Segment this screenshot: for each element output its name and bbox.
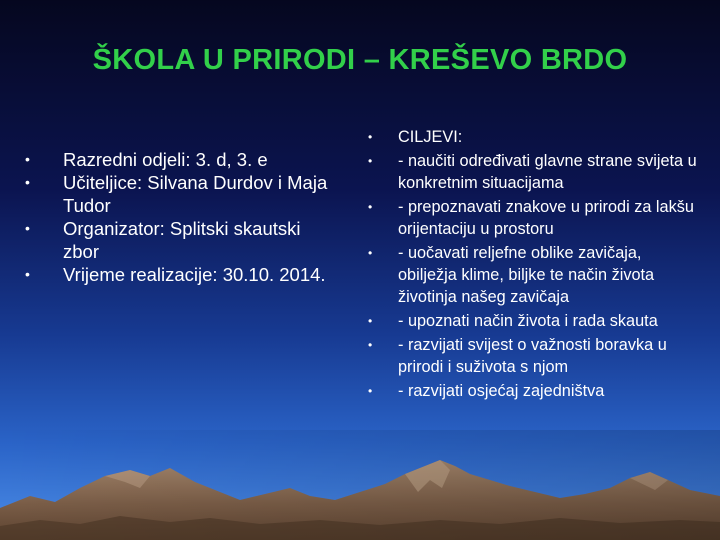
info-item — [25, 171, 340, 217]
bullet-icon: • — [368, 384, 373, 398]
goals-item — [368, 242, 698, 308]
goals-item-text: - razvijati osjećaj zajedništva — [398, 382, 605, 400]
goals-item — [368, 126, 698, 148]
goals-item — [368, 196, 698, 240]
goals-list — [368, 126, 698, 404]
bullet-icon: • — [25, 266, 30, 282]
mountain-range-image — [0, 430, 720, 540]
goals-item — [368, 334, 698, 378]
info-list — [25, 148, 340, 286]
bullet-icon: • — [368, 338, 373, 352]
bullet-icon: • — [368, 154, 373, 168]
goals-item-text: - razvijati svijest o važnosti boravka u prirodi i suživota s njom — [398, 336, 667, 376]
goals-item-text: - naučiti određivati glavne strane svijeta u konkretnim situacijama — [398, 152, 697, 192]
goals-item-text: CILJEVI: — [398, 128, 463, 146]
info-item — [25, 148, 340, 171]
goals-item — [368, 380, 698, 402]
bullet-icon: • — [25, 220, 30, 236]
slide-title: ŠKOLA U PRIRODI – KREŠEVO BRDO — [92, 44, 628, 76]
info-item-text: Organizator: Splitski skautski zbor — [63, 218, 301, 262]
info-item — [25, 217, 340, 263]
goals-item-text: - upoznati način života i rada skauta — [398, 312, 658, 330]
info-item-text: Učiteljice: Silvana Durdov i Maja Tudor — [63, 172, 328, 216]
goals-item-text: - uočavati reljefne oblike zavičaja, obilježja klime, biljke te način života životinja našeg zavičaja — [398, 244, 655, 306]
bullet-icon: • — [368, 246, 373, 260]
bullet-icon: • — [25, 174, 30, 190]
info-item — [25, 263, 340, 286]
bullet-icon: • — [368, 200, 373, 214]
bullet-icon: • — [368, 314, 373, 328]
info-item-text: Vrijeme realizacije: 30.10. 2014. — [63, 264, 326, 285]
bullet-icon: • — [368, 130, 373, 144]
goals-item — [368, 310, 698, 332]
goals-item — [368, 150, 698, 194]
info-item-text: Razredni odjeli: 3. d, 3. e — [63, 149, 268, 170]
goals-item-text: - prepoznavati znakove u prirodi za lakšu orijentaciju u prostoru — [398, 198, 694, 238]
bullet-icon: • — [25, 151, 30, 167]
